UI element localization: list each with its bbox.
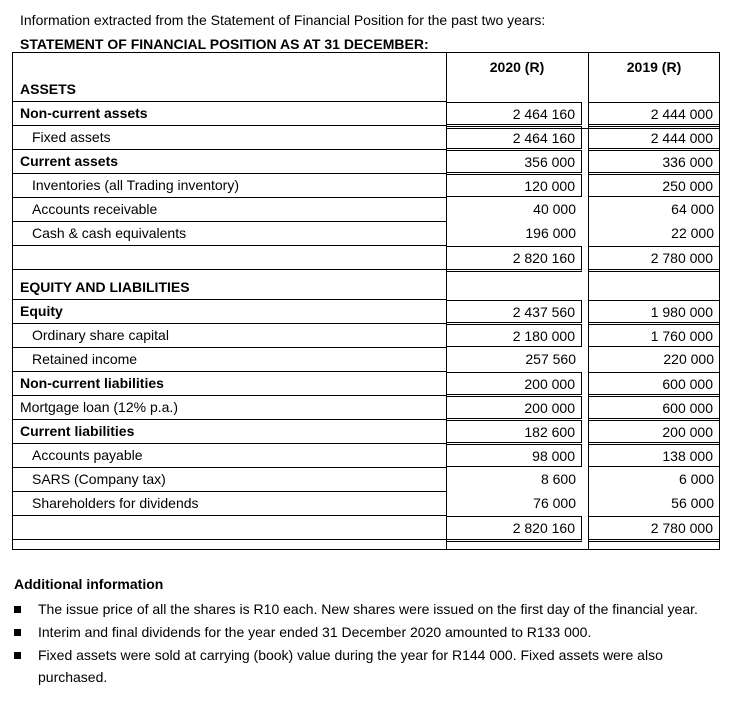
- table-row: [12, 348, 720, 372]
- additional-info-text: Fixed assets were sold at carrying (book) value during the year for R144 000. Fixed assets were also purchased.: [38, 647, 663, 685]
- value-2020: 40 000: [533, 201, 576, 217]
- table-row: [12, 492, 720, 516]
- value-2020: [446, 276, 582, 299]
- value-2019: 64 000: [671, 201, 714, 217]
- value-2020: [446, 78, 582, 101]
- column-header-2020: 2020 (R): [489, 59, 545, 75]
- intro-text: Information extracted from the Statement of Financial Position for the past two years:: [20, 12, 546, 28]
- value-2019: 220 000: [663, 351, 714, 367]
- value-2020: 120 000: [446, 174, 582, 197]
- row-label: Current assets: [20, 153, 119, 169]
- table-row: [12, 198, 720, 222]
- row-divider: [12, 269, 446, 270]
- additional-info-text: Interim and final dividends for the year ended 31 December 2020 amounted to R133 000.: [38, 624, 592, 640]
- table-row: [12, 300, 720, 324]
- value-2019: 1 760 000: [588, 324, 720, 347]
- row-label: Non-current assets: [20, 105, 148, 121]
- bullet-square-icon: [14, 606, 21, 613]
- value-2019: 2 780 000: [588, 246, 720, 272]
- row-label: Accounts receivable: [32, 201, 158, 217]
- row-label: Inventories (all Trading inventory): [32, 177, 239, 193]
- row-divider: [12, 539, 446, 540]
- financial-position-table: [12, 52, 720, 552]
- table-row: [12, 102, 720, 126]
- value-2020: 2 180 000: [446, 324, 582, 347]
- value-2019: 336 000: [588, 150, 720, 173]
- row-label: Shareholders for dividends: [32, 495, 199, 511]
- table-row: [12, 126, 720, 150]
- statement-heading: STATEMENT OF FINANCIAL POSITION AS AT 31 DECEMBER:: [20, 36, 429, 52]
- row-label: Equity: [20, 303, 63, 319]
- row-label: ASSETS: [20, 81, 77, 97]
- value-2019: 2 444 000: [588, 126, 720, 149]
- value-2020: 2 437 560: [446, 300, 582, 323]
- value-2019: 200 000: [588, 420, 720, 443]
- table-row: [12, 150, 720, 174]
- additional-info-title: Additional information: [14, 576, 164, 592]
- row-label: Ordinary share capital: [32, 327, 169, 343]
- value-2020: 2 464 160: [446, 102, 582, 125]
- row-label: Cash & cash equivalents: [32, 225, 187, 241]
- table-row: [12, 174, 720, 198]
- table-row: [12, 372, 720, 396]
- bullet-square-icon: [14, 629, 21, 636]
- additional-info-item: [14, 644, 714, 688]
- value-2019: [588, 276, 720, 299]
- value-2020: 257 560: [525, 351, 576, 367]
- value-2019: 250 000: [588, 174, 720, 197]
- additional-info-item: [14, 598, 714, 620]
- value-2019: 600 000: [588, 372, 720, 395]
- row-label: Mortgage loan (12% p.a.): [20, 399, 178, 415]
- value-2019: 138 000: [588, 444, 720, 467]
- value-2020: 2 820 160: [446, 246, 582, 272]
- row-label: SARS (Company tax): [32, 471, 166, 487]
- table-row: [12, 222, 720, 246]
- value-2020: 8 600: [540, 471, 576, 487]
- table-row: [12, 78, 720, 102]
- value-2020: 182 600: [446, 420, 582, 443]
- row-label: Accounts payable: [32, 447, 143, 463]
- value-2020: 356 000: [446, 150, 582, 173]
- value-2020: 98 000: [446, 444, 582, 467]
- row-label: Non-current liabilities: [20, 375, 164, 391]
- value-2020: 200 000: [446, 396, 582, 419]
- additional-info-list: [14, 598, 714, 689]
- value-2019: 56 000: [671, 495, 714, 511]
- value-2019: 600 000: [588, 396, 720, 419]
- value-2019: 6 000: [678, 471, 714, 487]
- additional-info-text: The issue price of all the shares is R10 each. New shares were issued on the first day of the financial year.: [38, 601, 698, 617]
- value-2020: 76 000: [533, 495, 576, 511]
- row-label: Current liabilities: [20, 423, 135, 439]
- value-2019: 22 000: [671, 225, 714, 241]
- table-row: [12, 468, 720, 492]
- value-2019: 1 980 000: [588, 300, 720, 323]
- value-2020: 2 464 160: [446, 126, 582, 149]
- value-2020: 2 820 160: [446, 516, 582, 542]
- table-row: [12, 444, 720, 468]
- total-row: [12, 246, 720, 270]
- value-2019: [588, 78, 720, 101]
- table-row: [12, 396, 720, 420]
- value-2019: 2 444 000: [588, 102, 720, 125]
- value-2020: 196 000: [525, 225, 576, 241]
- table-row: [12, 276, 720, 300]
- table-row: [12, 324, 720, 348]
- bullet-square-icon: [14, 652, 21, 659]
- row-label: Retained income: [32, 351, 138, 367]
- row-label: EQUITY AND LIABILITIES: [20, 279, 190, 295]
- row-label: Fixed assets: [32, 129, 111, 145]
- total-row: [12, 516, 720, 540]
- table-row: [12, 420, 720, 444]
- value-2020: 200 000: [446, 372, 582, 395]
- column-header-2019: 2019 (R): [626, 59, 682, 75]
- value-2019: 2 780 000: [588, 516, 720, 542]
- additional-info-item: [14, 621, 714, 643]
